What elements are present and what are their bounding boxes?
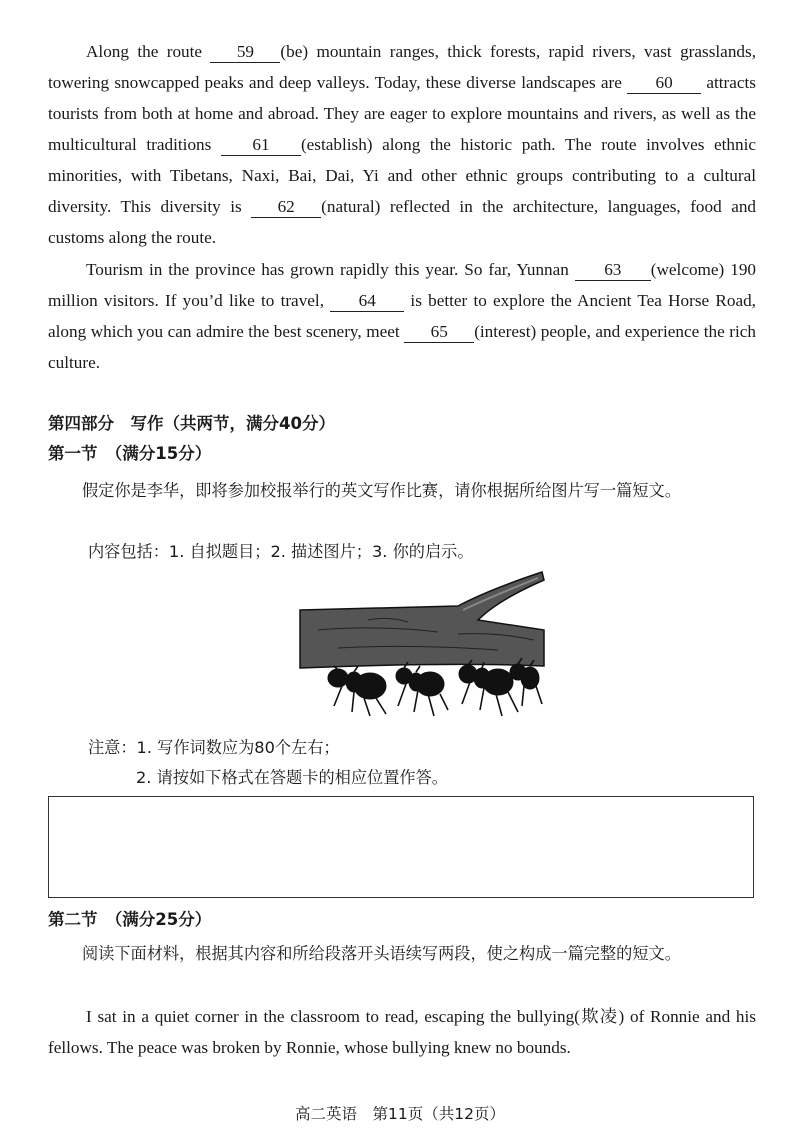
section-2-instruction: 阅读下面材料，根据其内容和所给段落开头语续写两段，使之构成一篇完整的短文。 — [82, 944, 681, 963]
ants-carrying-log-picture — [298, 570, 546, 720]
blank-62: 62 — [251, 197, 321, 218]
blank-65: 65 — [404, 322, 474, 343]
ant-icon-2 — [396, 662, 448, 716]
section-1-content: 内容包括：1. 自拟题目；2. 描述图片；3. 你的启示。 — [88, 542, 474, 561]
reading-paragraph-2: Tourism in the province has grown rapidly this year. So far, Yunnan 63 (welcome) 190 million visitors. If you’d like to travel, 64 is better to explore the Ancient Tea Horse Road, along which you can admire the best scenery, meet 65 (interest) people, and experience the rich culture. — [48, 260, 757, 372]
section-2-heading: 第二节 （满分25分） — [48, 910, 212, 929]
blank-64: 64 — [330, 291, 404, 312]
blank-59: 59 — [210, 42, 280, 63]
blank-63: 63 — [575, 260, 651, 281]
section-2-passage: I sat in a quiet corner in the classroom to read, escaping the bullying(欺凌) of Ronnie and his fellows. The peace was broken by Ronnie, whose bullying knew no bounds. — [48, 1007, 756, 1057]
answer-format-box — [48, 796, 754, 898]
blank-60: 60 — [627, 73, 701, 94]
section-1-note-1: 注意：1. 写作词数应为80个左右； — [88, 738, 340, 757]
section-1-note-2: 2. 请按如下格式在答题卡的相应位置作答。 — [136, 768, 448, 787]
blank-61: 61 — [221, 135, 301, 156]
ant-icon-3 — [459, 660, 518, 716]
section-1-heading: 第一节 （满分15分） — [48, 444, 212, 463]
reading-paragraph-1: Along the route 59 (be) mountain ranges, thick forests, rapid rivers, vast grasslands, towering snowcapped peaks and deep valleys. Today, these diverse landscapes are 60 attracts tourists from both at home and abroad. They are eager to explore mountains and rivers, as well as the multicultural traditions 61 (establish) along the historic path. The route involves ethnic minorities, with Tibetans, Naxi, Bai, Dai, Yi and other ethnic groups contributing to a cultural diversity. This diversity is 62 (natural) reflected in the architecture, languages, food and customs along the route. — [48, 42, 757, 247]
ant-group-icon — [328, 658, 542, 716]
ant-icon-1 — [328, 666, 386, 716]
branch-icon — [300, 572, 544, 668]
section-1-instruction: 假定你是李华，即将参加校报举行的英文写作比赛，请你根据所给图片写一篇短文。 — [82, 481, 681, 500]
page-footer: 高二英语 第11页（共12页） — [295, 1105, 505, 1123]
writing-part-heading: 第四部分 写作（共两节，满分40分） — [48, 414, 335, 433]
